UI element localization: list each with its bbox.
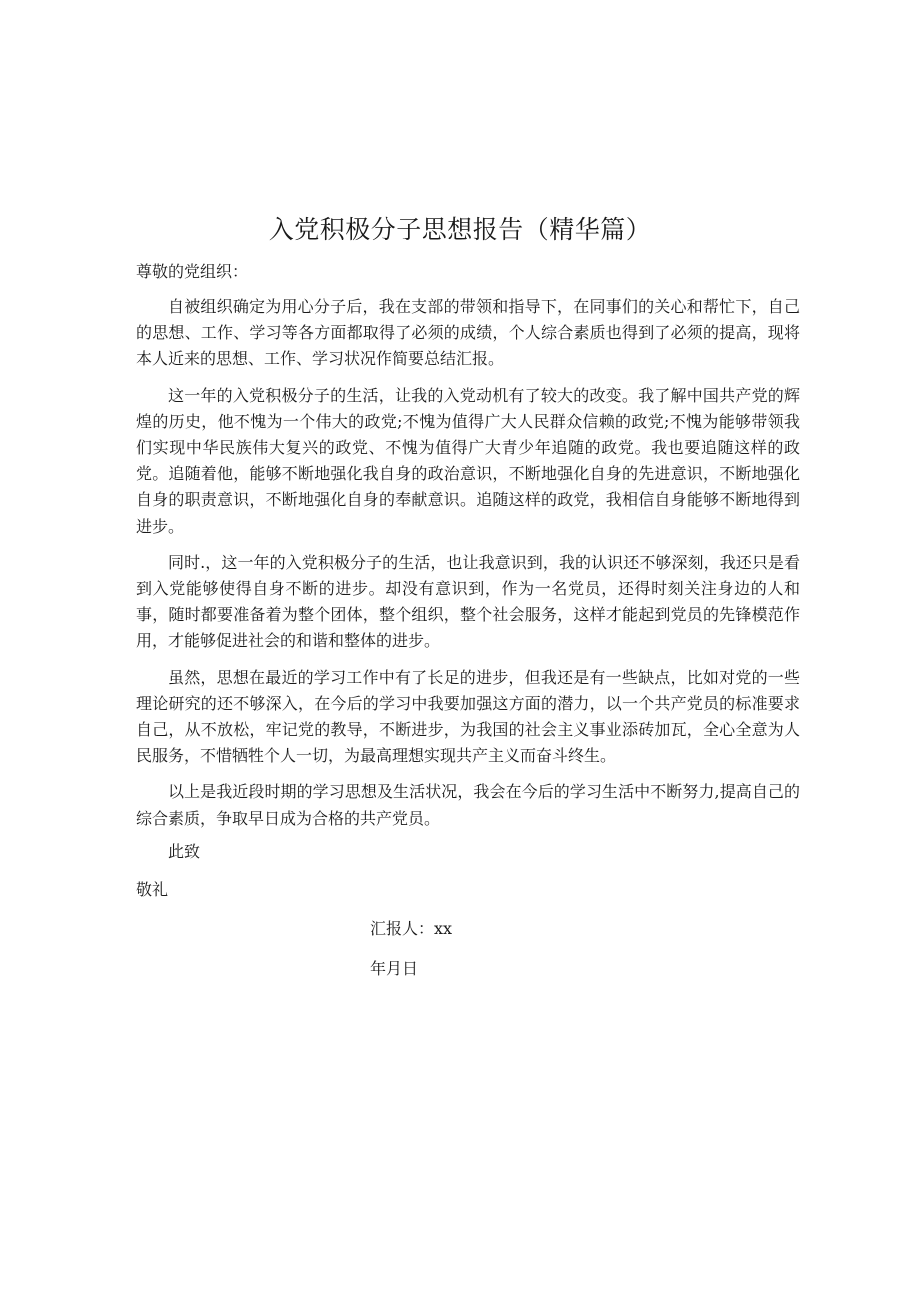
closing-greeting: 此致 bbox=[168, 842, 201, 861]
document-body bbox=[136, 294, 800, 842]
paragraph-2: 这一年的入党积极分子的生活，让我的入党动机有了较大的改变。我了解中国共产党的辉煌的历史，他不愧为一个伟大的政党;不愧为值得广大人民群众信赖的政党;不愧为能够带领我们实现中华民族伟大复兴的政党、不愧为值得广大青少年追随的政党。我也要追随这样的政党。追随着他，能够不断地强化我自身的政治意识，不断地强化自身的先进意识，不断地强化自身的职责意识，不断地强化自身的奉献意识。追随这样的政党，我相信自身能够不断地得到进步。 bbox=[136, 385, 800, 536]
closing-salute: 敬礼 bbox=[136, 880, 169, 899]
paragraph-1: 自被组织确定为用心分子后，我在支部的带领和指导下，在同事们的关心和帮忙下，自己的思想、工作、学习等各方面都取得了必须的成绩，个人综合素质也得到了必须的提高，现将本人近来的思想、工作、学习状况作简要总结汇报。 bbox=[136, 297, 800, 369]
salutation: 尊敬的党组织： bbox=[136, 262, 249, 281]
paragraph-4: 虽然，思想在最近的学习工作中有了长足的进步，但我还是有一些缺点，比如对党的一些理论研究的还不够深入，在今后的学习中我要加强这方面的潜力，以一个共产党员的标准要求自己，从不放松，牢记党的教导，不断进步，为我国的社会主义事业添砖加瓦，全心全意为人民服务，不惜牺牲个人一切，为最高理想实现共产主义而奋斗终生。 bbox=[136, 667, 800, 766]
signer-line: 汇报人：xx bbox=[370, 919, 453, 938]
paragraph-3: 同时.，这一年的入党积极分子的生活，也让我意识到，我的认识还不够深刻，我还只是看到入党能够使得自身不断的进步。却没有意识到，作为一名党员，还得时刻关注身边的人和事，随时都要准备着为整个团体，整个组织，整个社会服务，这样才能起到党员的先锋模范作用，才能够促进社会的和谐和整体的进步。 bbox=[136, 552, 800, 651]
paragraph-5: 以上是我近段时期的学习思想及生活状况，我会在今后的学习生活中不断努力,提高自己的综合素质，争取早日成为合格的共产党员。 bbox=[136, 782, 800, 828]
document-title: 入党积极分子思想报告（精华篇） bbox=[268, 215, 652, 244]
date-line: 年月日 bbox=[370, 959, 419, 978]
